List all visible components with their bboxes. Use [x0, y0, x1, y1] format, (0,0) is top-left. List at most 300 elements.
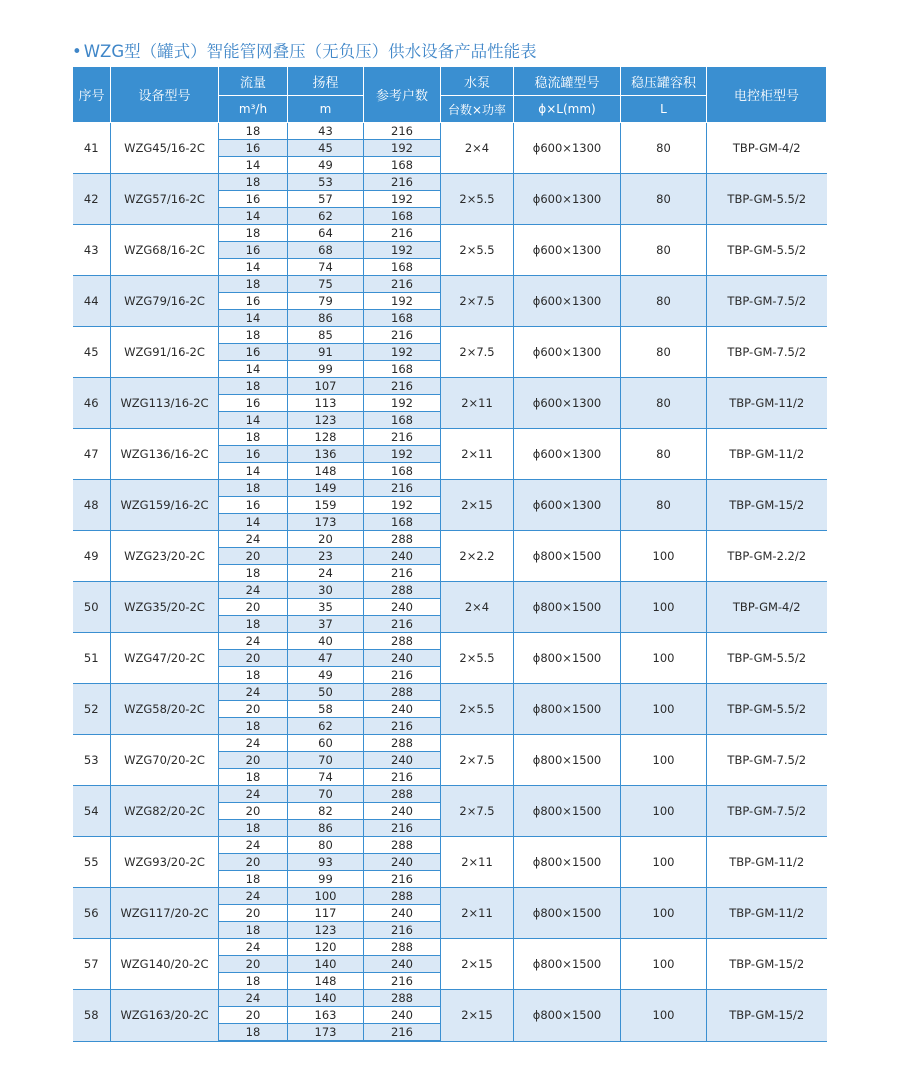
- cell-tank: ϕ800×1500: [514, 837, 621, 888]
- cell-flow: 16: [219, 242, 288, 259]
- cell-head: 136: [288, 446, 364, 463]
- cell-head: 148: [288, 463, 364, 480]
- header-households: 参考户数: [364, 67, 441, 123]
- cell-seq: 47: [73, 429, 111, 480]
- header-flow-unit: m³/h: [219, 96, 288, 123]
- cell-stab: 100: [621, 735, 707, 786]
- cell-head: 20: [288, 531, 364, 548]
- cell-flow: 18: [219, 769, 288, 786]
- cell-head: 49: [288, 667, 364, 684]
- table-row: [73, 378, 827, 395]
- cell-flow: 14: [219, 463, 288, 480]
- cell-pump: 2×5.5: [441, 633, 514, 684]
- cell-households: 240: [364, 1007, 441, 1024]
- cell-tank: ϕ800×1500: [514, 939, 621, 990]
- cell-flow: 18: [219, 276, 288, 293]
- cell-stab: 80: [621, 174, 707, 225]
- cell-households: 288: [364, 888, 441, 905]
- bullet-icon: •: [72, 42, 82, 61]
- table-row: [73, 939, 827, 956]
- cell-stab: 100: [621, 990, 707, 1042]
- cell-head: 70: [288, 786, 364, 803]
- cell-seq: 54: [73, 786, 111, 837]
- cell-model: WZG79/16-2C: [111, 276, 219, 327]
- cell-households: 216: [364, 327, 441, 344]
- table-row: [73, 531, 827, 548]
- cell-households: 216: [364, 871, 441, 888]
- cell-seq: 48: [73, 480, 111, 531]
- cell-cabinet: TBP-GM-15/2: [707, 939, 827, 990]
- cell-flow: 20: [219, 854, 288, 871]
- cell-pump: 2×5.5: [441, 225, 514, 276]
- cell-head: 80: [288, 837, 364, 854]
- cell-head: 35: [288, 599, 364, 616]
- cell-households: 192: [364, 191, 441, 208]
- table-row: [73, 990, 827, 1007]
- cell-model: WZG45/16-2C: [111, 123, 219, 174]
- cell-pump: 2×11: [441, 888, 514, 939]
- cell-flow: 18: [219, 429, 288, 446]
- cell-households: 288: [364, 633, 441, 650]
- cell-head: 117: [288, 905, 364, 922]
- cell-flow: 20: [219, 905, 288, 922]
- cell-tank: ϕ600×1300: [514, 327, 621, 378]
- cell-households: 216: [364, 922, 441, 939]
- cell-model: WZG93/20-2C: [111, 837, 219, 888]
- cell-stab: 80: [621, 327, 707, 378]
- cell-flow: 18: [219, 225, 288, 242]
- cell-head: 91: [288, 344, 364, 361]
- cell-flow: 14: [219, 208, 288, 225]
- cell-cabinet: TBP-GM-4/2: [707, 582, 827, 633]
- cell-flow: 20: [219, 803, 288, 820]
- cell-head: 53: [288, 174, 364, 191]
- cell-head: 70: [288, 752, 364, 769]
- table-row: [73, 786, 827, 803]
- cell-cabinet: TBP-GM-5.5/2: [707, 633, 827, 684]
- cell-flow: 24: [219, 837, 288, 854]
- cell-head: 45: [288, 140, 364, 157]
- cell-flow: 18: [219, 718, 288, 735]
- cell-tank: ϕ800×1500: [514, 786, 621, 837]
- cell-stab: 100: [621, 531, 707, 582]
- cell-stab: 80: [621, 378, 707, 429]
- table-row: [73, 582, 827, 599]
- cell-households: 168: [364, 157, 441, 174]
- cell-head: 30: [288, 582, 364, 599]
- cell-households: 216: [364, 480, 441, 497]
- cell-households: 216: [364, 1024, 441, 1042]
- cell-households: 216: [364, 769, 441, 786]
- header-stab-sub: L: [621, 96, 707, 123]
- cell-head: 74: [288, 769, 364, 786]
- table-row: [73, 174, 827, 191]
- cell-households: 216: [364, 225, 441, 242]
- cell-head: 123: [288, 922, 364, 939]
- cell-households: 240: [364, 548, 441, 565]
- cell-flow: 18: [219, 1024, 288, 1042]
- cell-households: 240: [364, 803, 441, 820]
- cell-flow: 18: [219, 667, 288, 684]
- cell-flow: 20: [219, 650, 288, 667]
- cell-households: 216: [364, 667, 441, 684]
- cell-households: 168: [364, 412, 441, 429]
- cell-model: WZG58/20-2C: [111, 684, 219, 735]
- cell-cabinet: TBP-GM-11/2: [707, 378, 827, 429]
- cell-households: 288: [364, 837, 441, 854]
- cell-flow: 24: [219, 939, 288, 956]
- table-row: [73, 429, 827, 446]
- cell-flow: 24: [219, 990, 288, 1007]
- cell-households: 216: [364, 820, 441, 837]
- cell-head: 140: [288, 956, 364, 973]
- cell-head: 128: [288, 429, 364, 446]
- cell-head: 68: [288, 242, 364, 259]
- cell-head: 99: [288, 871, 364, 888]
- cell-households: 288: [364, 990, 441, 1007]
- cell-head: 62: [288, 208, 364, 225]
- cell-households: 288: [364, 735, 441, 752]
- cell-cabinet: TBP-GM-7.5/2: [707, 276, 827, 327]
- cell-model: WZG117/20-2C: [111, 888, 219, 939]
- cell-stab: 100: [621, 582, 707, 633]
- cell-households: 216: [364, 565, 441, 582]
- cell-stab: 80: [621, 480, 707, 531]
- table-row: [73, 837, 827, 854]
- cell-tank: ϕ600×1300: [514, 429, 621, 480]
- cell-model: WZG23/20-2C: [111, 531, 219, 582]
- cell-households: 240: [364, 905, 441, 922]
- cell-cabinet: TBP-GM-7.5/2: [707, 327, 827, 378]
- cell-seq: 56: [73, 888, 111, 939]
- cell-cabinet: TBP-GM-7.5/2: [707, 786, 827, 837]
- cell-head: 173: [288, 514, 364, 531]
- cell-head: 50: [288, 684, 364, 701]
- cell-tank: ϕ800×1500: [514, 633, 621, 684]
- cell-cabinet: TBP-GM-5.5/2: [707, 174, 827, 225]
- cell-flow: 20: [219, 956, 288, 973]
- cell-head: 85: [288, 327, 364, 344]
- table-header: [73, 67, 827, 123]
- cell-households: 216: [364, 973, 441, 990]
- cell-pump: 2×2.2: [441, 531, 514, 582]
- cell-households: 288: [364, 582, 441, 599]
- cell-households: 216: [364, 616, 441, 633]
- header-flow: 流量: [219, 67, 288, 96]
- cell-flow: 20: [219, 1007, 288, 1024]
- table-body: [73, 123, 827, 1042]
- cell-cabinet: TBP-GM-7.5/2: [707, 735, 827, 786]
- cell-flow: 18: [219, 922, 288, 939]
- table-row: [73, 633, 827, 650]
- cell-seq: 50: [73, 582, 111, 633]
- cell-households: 192: [364, 395, 441, 412]
- header-tank-sub: ϕ×L(mm): [514, 96, 621, 123]
- cell-pump: 2×4: [441, 582, 514, 633]
- cell-head: 159: [288, 497, 364, 514]
- cell-seq: 57: [73, 939, 111, 990]
- cell-households: 168: [364, 310, 441, 327]
- cell-households: 240: [364, 854, 441, 871]
- cell-flow: 16: [219, 497, 288, 514]
- cell-seq: 58: [73, 990, 111, 1042]
- cell-flow: 14: [219, 361, 288, 378]
- cell-households: 192: [364, 242, 441, 259]
- header-head-unit: m: [288, 96, 364, 123]
- cell-flow: 24: [219, 582, 288, 599]
- cell-stab: 80: [621, 123, 707, 174]
- cell-pump: 2×7.5: [441, 276, 514, 327]
- cell-seq: 55: [73, 837, 111, 888]
- cell-flow: 24: [219, 684, 288, 701]
- cell-head: 40: [288, 633, 364, 650]
- cell-flow: 20: [219, 752, 288, 769]
- cell-seq: 43: [73, 225, 111, 276]
- cell-head: 163: [288, 1007, 364, 1024]
- cell-pump: 2×5.5: [441, 684, 514, 735]
- cell-model: WZG68/16-2C: [111, 225, 219, 276]
- cell-tank: ϕ800×1500: [514, 888, 621, 939]
- cell-households: 168: [364, 514, 441, 531]
- cell-households: 240: [364, 701, 441, 718]
- cell-head: 93: [288, 854, 364, 871]
- cell-tank: ϕ800×1500: [514, 990, 621, 1042]
- cell-flow: 14: [219, 157, 288, 174]
- cell-flow: 18: [219, 480, 288, 497]
- cell-head: 173: [288, 1024, 364, 1042]
- cell-model: WZG136/16-2C: [111, 429, 219, 480]
- table-row: [73, 327, 827, 344]
- cell-seq: 53: [73, 735, 111, 786]
- cell-households: 240: [364, 650, 441, 667]
- cell-households: 216: [364, 429, 441, 446]
- cell-flow: 18: [219, 820, 288, 837]
- cell-pump: 2×7.5: [441, 786, 514, 837]
- cell-households: 288: [364, 786, 441, 803]
- cell-stab: 80: [621, 276, 707, 327]
- cell-flow: 18: [219, 871, 288, 888]
- cell-seq: 51: [73, 633, 111, 684]
- cell-tank: ϕ800×1500: [514, 684, 621, 735]
- cell-flow: 16: [219, 344, 288, 361]
- cell-households: 192: [364, 293, 441, 310]
- cell-households: 240: [364, 956, 441, 973]
- cell-flow: 24: [219, 888, 288, 905]
- cell-pump: 2×5.5: [441, 174, 514, 225]
- cell-pump: 2×11: [441, 378, 514, 429]
- cell-head: 99: [288, 361, 364, 378]
- cell-flow: 18: [219, 565, 288, 582]
- cell-flow: 16: [219, 140, 288, 157]
- cell-flow: 24: [219, 735, 288, 752]
- cell-flow: 24: [219, 531, 288, 548]
- cell-flow: 18: [219, 123, 288, 140]
- cell-stab: 100: [621, 786, 707, 837]
- cell-head: 75: [288, 276, 364, 293]
- cell-pump: 2×15: [441, 990, 514, 1042]
- cell-stab: 100: [621, 633, 707, 684]
- cell-households: 216: [364, 276, 441, 293]
- cell-head: 47: [288, 650, 364, 667]
- cell-cabinet: TBP-GM-2.2/2: [707, 531, 827, 582]
- cell-head: 62: [288, 718, 364, 735]
- table-row: [73, 276, 827, 293]
- cell-head: 113: [288, 395, 364, 412]
- cell-head: 100: [288, 888, 364, 905]
- cell-model: WZG82/20-2C: [111, 786, 219, 837]
- cell-head: 37: [288, 616, 364, 633]
- cell-flow: 16: [219, 395, 288, 412]
- cell-head: 107: [288, 378, 364, 395]
- cell-model: WZG159/16-2C: [111, 480, 219, 531]
- cell-flow: 18: [219, 327, 288, 344]
- header-stab: 稳压罐容积: [621, 67, 707, 96]
- header-seq: 序号: [73, 67, 111, 123]
- cell-households: 288: [364, 684, 441, 701]
- cell-households: 288: [364, 531, 441, 548]
- header-pump: 水泵: [441, 67, 514, 96]
- cell-stab: 80: [621, 429, 707, 480]
- cell-pump: 2×15: [441, 480, 514, 531]
- cell-head: 57: [288, 191, 364, 208]
- cell-head: 123: [288, 412, 364, 429]
- header-model: 设备型号: [111, 67, 219, 123]
- cell-households: 192: [364, 497, 441, 514]
- cell-flow: 14: [219, 412, 288, 429]
- cell-cabinet: TBP-GM-15/2: [707, 990, 827, 1042]
- cell-households: 168: [364, 463, 441, 480]
- cell-head: 79: [288, 293, 364, 310]
- cell-model: WZG91/16-2C: [111, 327, 219, 378]
- cell-model: WZG35/20-2C: [111, 582, 219, 633]
- cell-stab: 100: [621, 837, 707, 888]
- cell-flow: 18: [219, 973, 288, 990]
- cell-head: 140: [288, 990, 364, 1007]
- cell-head: 58: [288, 701, 364, 718]
- cell-households: 192: [364, 446, 441, 463]
- cell-head: 24: [288, 565, 364, 582]
- cell-model: WZG70/20-2C: [111, 735, 219, 786]
- cell-seq: 49: [73, 531, 111, 582]
- table-row: [73, 225, 827, 242]
- cell-flow: 16: [219, 191, 288, 208]
- cell-flow: 24: [219, 786, 288, 803]
- cell-head: 86: [288, 820, 364, 837]
- cell-model: WZG163/20-2C: [111, 990, 219, 1042]
- cell-head: 23: [288, 548, 364, 565]
- performance-table: [72, 66, 827, 1042]
- cell-tank: ϕ600×1300: [514, 123, 621, 174]
- cell-flow: 20: [219, 701, 288, 718]
- cell-tank: ϕ600×1300: [514, 225, 621, 276]
- cell-tank: ϕ600×1300: [514, 276, 621, 327]
- cell-head: 148: [288, 973, 364, 990]
- cell-flow: 14: [219, 514, 288, 531]
- cell-households: 240: [364, 752, 441, 769]
- cell-head: 82: [288, 803, 364, 820]
- cell-flow: 18: [219, 616, 288, 633]
- cell-flow: 20: [219, 599, 288, 616]
- cell-stab: 80: [621, 225, 707, 276]
- header-tank: 稳流罐型号: [514, 67, 621, 96]
- cell-cabinet: TBP-GM-11/2: [707, 837, 827, 888]
- cell-tank: ϕ800×1500: [514, 582, 621, 633]
- header-cabinet: 电控柜型号: [707, 67, 827, 123]
- cell-flow: 18: [219, 174, 288, 191]
- cell-head: 64: [288, 225, 364, 242]
- cell-households: 168: [364, 361, 441, 378]
- cell-households: 240: [364, 599, 441, 616]
- cell-flow: 20: [219, 548, 288, 565]
- cell-seq: 46: [73, 378, 111, 429]
- cell-pump: 2×15: [441, 939, 514, 990]
- cell-head: 60: [288, 735, 364, 752]
- cell-cabinet: TBP-GM-11/2: [707, 888, 827, 939]
- cell-head: 49: [288, 157, 364, 174]
- cell-seq: 44: [73, 276, 111, 327]
- cell-stab: 100: [621, 939, 707, 990]
- cell-model: WZG47/20-2C: [111, 633, 219, 684]
- cell-tank: ϕ800×1500: [514, 531, 621, 582]
- cell-head: 149: [288, 480, 364, 497]
- page-title-text: WZG型（罐式）智能管网叠压（无负压）供水设备产品性能表: [83, 42, 537, 61]
- cell-pump: 2×4: [441, 123, 514, 174]
- cell-pump: 2×11: [441, 429, 514, 480]
- cell-cabinet: TBP-GM-5.5/2: [707, 684, 827, 735]
- cell-pump: 2×11: [441, 837, 514, 888]
- page-title: [72, 38, 537, 62]
- cell-cabinet: TBP-GM-5.5/2: [707, 225, 827, 276]
- table-row: [73, 735, 827, 752]
- cell-households: 192: [364, 140, 441, 157]
- cell-model: WZG113/16-2C: [111, 378, 219, 429]
- cell-flow: 14: [219, 259, 288, 276]
- cell-flow: 16: [219, 293, 288, 310]
- cell-seq: 41: [73, 123, 111, 174]
- cell-pump: 2×7.5: [441, 327, 514, 378]
- cell-households: 192: [364, 344, 441, 361]
- table-row: [73, 684, 827, 701]
- cell-flow: 16: [219, 446, 288, 463]
- cell-model: WZG57/16-2C: [111, 174, 219, 225]
- cell-flow: 14: [219, 310, 288, 327]
- cell-tank: ϕ600×1300: [514, 378, 621, 429]
- cell-model: WZG140/20-2C: [111, 939, 219, 990]
- cell-flow: 24: [219, 633, 288, 650]
- cell-head: 86: [288, 310, 364, 327]
- cell-cabinet: TBP-GM-15/2: [707, 480, 827, 531]
- table-row: [73, 123, 827, 140]
- cell-seq: 42: [73, 174, 111, 225]
- cell-flow: 18: [219, 378, 288, 395]
- cell-households: 168: [364, 259, 441, 276]
- cell-seq: 52: [73, 684, 111, 735]
- cell-stab: 100: [621, 888, 707, 939]
- header-head: 扬程: [288, 67, 364, 96]
- cell-households: 216: [364, 123, 441, 140]
- cell-head: 43: [288, 123, 364, 140]
- cell-cabinet: TBP-GM-11/2: [707, 429, 827, 480]
- cell-seq: 45: [73, 327, 111, 378]
- cell-tank: ϕ800×1500: [514, 735, 621, 786]
- cell-tank: ϕ600×1300: [514, 174, 621, 225]
- cell-households: 168: [364, 208, 441, 225]
- cell-stab: 100: [621, 684, 707, 735]
- cell-cabinet: TBP-GM-4/2: [707, 123, 827, 174]
- cell-households: 288: [364, 939, 441, 956]
- cell-households: 216: [364, 378, 441, 395]
- header-pump-sub: 台数×功率: [441, 96, 514, 123]
